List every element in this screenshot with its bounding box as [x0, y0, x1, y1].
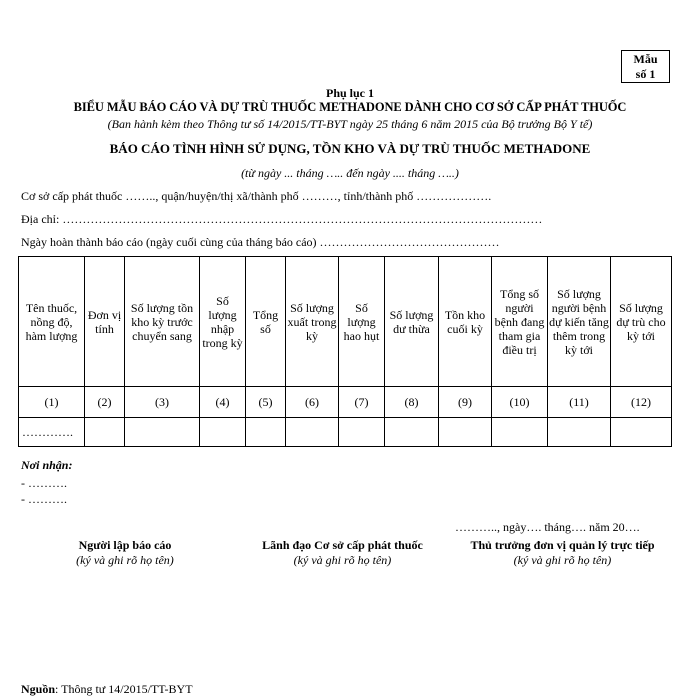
issued-note: (Ban hành kèm theo Thông tư số 14/2015/TT-BYT ngày 25 tháng 6 năm 2015 của Bộ trưởng Bộ Y tế) [107, 117, 593, 131]
table-header-cell: Số lượng dư thừa [385, 257, 439, 387]
address-field: Địa chỉ: ………………………………………………………………………………………………………… [21, 212, 543, 226]
table-header-cell: Tổng số [246, 257, 286, 387]
form-number-badge [621, 50, 670, 83]
table-cell[interactable] [492, 418, 548, 447]
signature-subtitle: (ký và ghi rõ họ tên) [513, 553, 612, 567]
table-cell[interactable] [439, 418, 492, 447]
form-title: BIỂU MẪU BÁO CÁO VÀ DỰ TRÙ THUỐC METHADONE DÀNH CHO CƠ SỞ CẤP PHÁT THUỐC [73, 100, 627, 114]
signature-title: Lãnh đạo Cơ sở cấp phát thuốc [262, 538, 423, 552]
table-cell[interactable]: …………. [19, 418, 85, 447]
completion-date-field: Ngày hoàn thành báo cáo (ngày cuối cùng của tháng báo cáo) ……………………………………… [21, 235, 500, 249]
table-cell[interactable] [246, 418, 286, 447]
signature-block-unit-head [450, 538, 675, 568]
table-header-cell: Tên thuốc, nồng độ, hàm lượng [19, 257, 85, 387]
signature-title: Người lập báo cáo [78, 538, 172, 552]
table-cell[interactable] [385, 418, 439, 447]
recipient-item: - ………. [21, 492, 67, 506]
form-badge-line2: số 1 [635, 67, 656, 81]
column-number-cell: (7) [339, 387, 385, 418]
table-header-cell: Số lượng tồn kho kỳ trước chuyển sang [125, 257, 200, 387]
recipients-title: Nơi nhận: [21, 458, 73, 472]
column-number-cell: (2) [85, 387, 125, 418]
column-number-cell: (1) [19, 387, 85, 418]
source-note [21, 682, 193, 697]
signature-block-facility-leader [240, 538, 445, 568]
table-header-cell: Số lượng dự trù cho kỳ tới [611, 257, 672, 387]
column-number-row [19, 387, 672, 418]
appendix-label: Phụ lục 1 [325, 86, 374, 100]
signature-title: Thủ trưởng đơn vị quản lý trực tiếp [470, 538, 655, 552]
recipient-item: - ………. [21, 476, 67, 490]
table-header-cell: Số lượng hao hụt [339, 257, 385, 387]
table-header-cell: Số lượng xuất trong kỳ [286, 257, 339, 387]
report-table [18, 256, 672, 447]
table-header-cell: Số lượng nhập trong kỳ [200, 257, 246, 387]
column-number-cell: (11) [548, 387, 611, 418]
table-header-cell: Đơn vị tính [85, 257, 125, 387]
signature-subtitle: (ký và ghi rõ họ tên) [293, 553, 392, 567]
table-cell[interactable] [548, 418, 611, 447]
table-cell[interactable] [286, 418, 339, 447]
table-header-cell: Tồn kho cuối kỳ [439, 257, 492, 387]
signing-date-line: ……….., ngày…. tháng…. năm 20…. [455, 520, 640, 534]
report-period: (từ ngày ... tháng ….. đến ngày .... tháng …..) [241, 166, 459, 180]
table-cell[interactable] [85, 418, 125, 447]
signature-block-reporter [40, 538, 210, 568]
form-badge-line1: Mẫu [633, 52, 658, 66]
table-row [19, 418, 672, 447]
report-title: BÁO CÁO TÌNH HÌNH SỬ DỤNG, TỒN KHO VÀ DỰ TRÙ THUỐC METHADONE [109, 141, 591, 156]
source-label: Nguồn [21, 682, 56, 696]
column-number-cell: (10) [492, 387, 548, 418]
table-cell[interactable] [200, 418, 246, 447]
table-cell[interactable] [339, 418, 385, 447]
source-text: : Thông tư 14/2015/TT-BYT [55, 682, 193, 696]
table-header-cell: Số lượng người bệnh dự kiến tăng thêm trong kỳ tới [548, 257, 611, 387]
column-number-cell: (5) [246, 387, 286, 418]
facility-field: Cơ sở cấp phát thuốc …….., quận/huyện/thị xã/thành phố ………, tỉnh/thành phố ………………. [21, 189, 492, 203]
table-header-cell: Tổng số người bệnh đang tham gia điều trị [492, 257, 548, 387]
column-number-cell: (3) [125, 387, 200, 418]
column-number-cell: (4) [200, 387, 246, 418]
table-cell[interactable] [125, 418, 200, 447]
table-cell[interactable] [611, 418, 672, 447]
column-number-cell: (9) [439, 387, 492, 418]
table-header-row [19, 257, 672, 387]
column-number-cell: (12) [611, 387, 672, 418]
column-number-cell: (6) [286, 387, 339, 418]
signature-subtitle: (ký và ghi rõ họ tên) [76, 553, 174, 567]
column-number-cell: (8) [385, 387, 439, 418]
